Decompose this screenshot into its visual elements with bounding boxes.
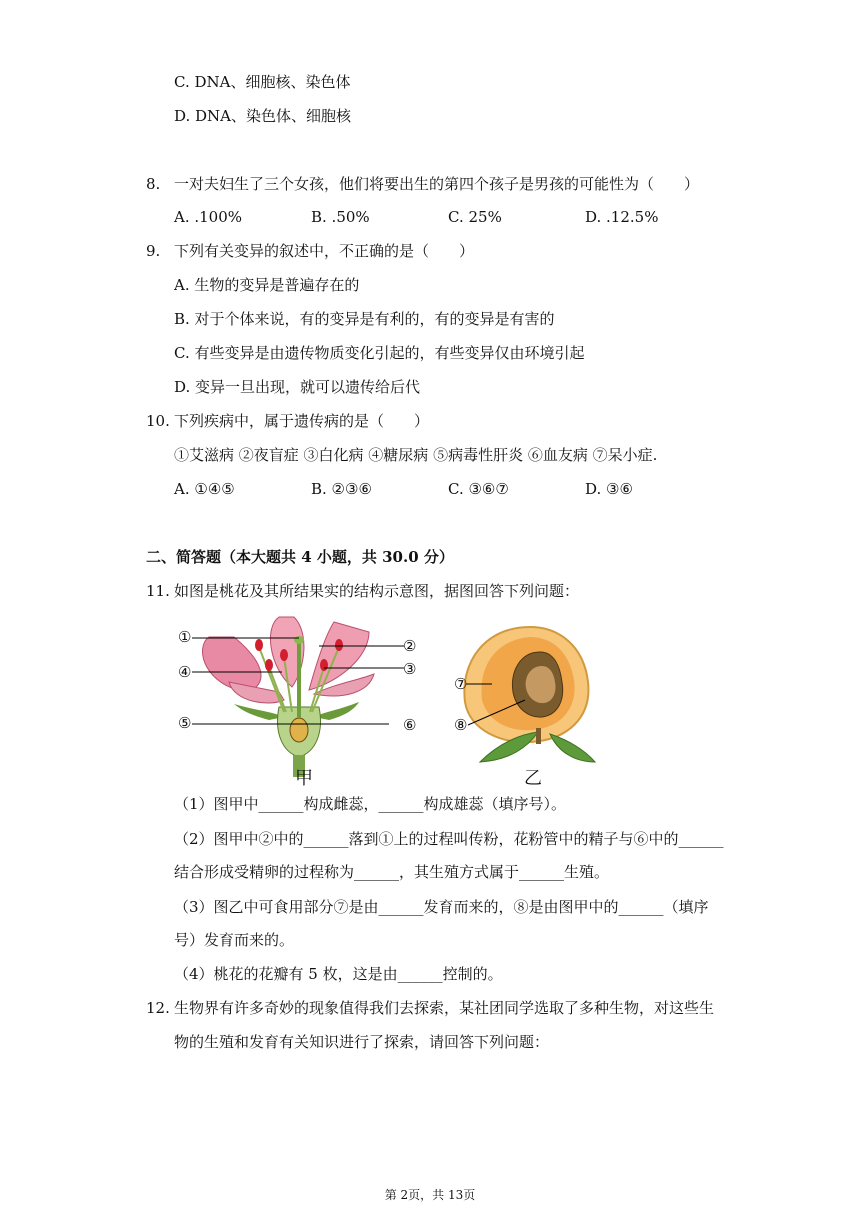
- q12-stem-line1: 生物界有许多奇妙的现象值得我们去探索，某社团同学选取了多种生物，对这些生: [174, 999, 715, 1017]
- peach-fruit-diagram: [450, 622, 600, 772]
- q7-option-d: D. DNA、染色体、细胞核: [174, 107, 352, 125]
- label-1: ①: [178, 628, 192, 646]
- label-4: ④: [178, 663, 192, 681]
- label-6: ⑥: [403, 716, 417, 734]
- q11-sub2-line2: 结合形成受精卵的过程称为______，其生殖方式属于______生殖。: [174, 863, 610, 881]
- q9-option-a: A. 生物的变异是普遍存在的: [174, 276, 360, 294]
- q8-option-b: B. .50%: [311, 208, 370, 226]
- figure-caption-a: 甲: [295, 768, 313, 789]
- q10-option-c: C. ③⑥⑦: [448, 480, 509, 498]
- label-7: ⑦: [454, 675, 468, 693]
- q11-sub1: （1）图甲中______构成雌蕊，______构成雄蕊（填序号）。: [174, 795, 567, 813]
- q11-stem: 如图是桃花及其所结果实的结构示意图，据图回答下列问题：: [174, 582, 580, 600]
- q10-option-d: D. ③⑥: [585, 480, 633, 498]
- q11-sub3-line2: 号）发育而来的。: [174, 931, 295, 949]
- q8-option-a: A. .100%: [174, 208, 243, 226]
- q12-number: 12.: [146, 999, 170, 1017]
- section-heading: 二、简答题（本大题共 4 小题，共 30.0 分）: [146, 548, 454, 566]
- q11-number: 11.: [146, 582, 170, 600]
- q10-option-a: A. ①④⑤: [174, 480, 235, 498]
- q8-option-c: C. 25%: [448, 208, 502, 226]
- q8-stem: 一对夫妇生了三个女孩，他们将要出生的第四个孩子是男孩的可能性为（ ）: [174, 175, 700, 193]
- q9-option-c: C. 有些变异是由遗传物质变化引起的，有些变异仅由环境引起: [174, 344, 585, 362]
- q11-sub3-line1: （3）图乙中可食用部分⑦是由______发育而来的，⑧是由图甲中的______（填序: [174, 898, 709, 916]
- q10-stem: 下列疾病中，属于遗传病的是（ ）: [174, 412, 430, 430]
- q9-option-b: B. 对于个体来说，有的变异是有利的，有的变异是有害的: [174, 310, 555, 328]
- q11-sub4: （4）桃花的花瓣有 5 枚，这是由______控制的。: [174, 965, 503, 983]
- label-8: ⑧: [454, 716, 468, 734]
- q9-number: 9.: [146, 242, 161, 260]
- label-3: ③: [403, 660, 417, 678]
- q12-stem-line2: 物的生殖和发育有关知识进行了探索，请回答下列问题：: [174, 1033, 550, 1051]
- q8-option-d: D. .12.5%: [585, 208, 659, 226]
- q11-sub2-line1: （2）图甲中②中的______落到①上的过程叫传粉，花粉管中的精子与⑥中的______: [174, 830, 724, 848]
- label-2: ②: [403, 637, 417, 655]
- q10-number: 10.: [146, 412, 170, 430]
- label-5: ⑤: [178, 714, 192, 732]
- q9-stem: 下列有关变异的叙述中，不正确的是（ ）: [174, 242, 475, 260]
- q7-option-c: C. DNA、细胞核、染色体: [174, 73, 351, 91]
- q10-disease-list: ①艾滋病 ②夜盲症 ③白化病 ④糖尿病 ⑤病毒性肝炎 ⑥血友病 ⑦呆小症.: [174, 446, 658, 464]
- q9-option-d: D. 变异一旦出现，就可以遗传给后代: [174, 378, 421, 396]
- q10-option-b: B. ②③⑥: [311, 480, 372, 498]
- peach-flower-diagram: [174, 612, 434, 787]
- page-footer: 第 2页，共 13页: [384, 1188, 476, 1202]
- figure-caption-b: 乙: [524, 768, 542, 789]
- q8-number: 8.: [146, 175, 161, 193]
